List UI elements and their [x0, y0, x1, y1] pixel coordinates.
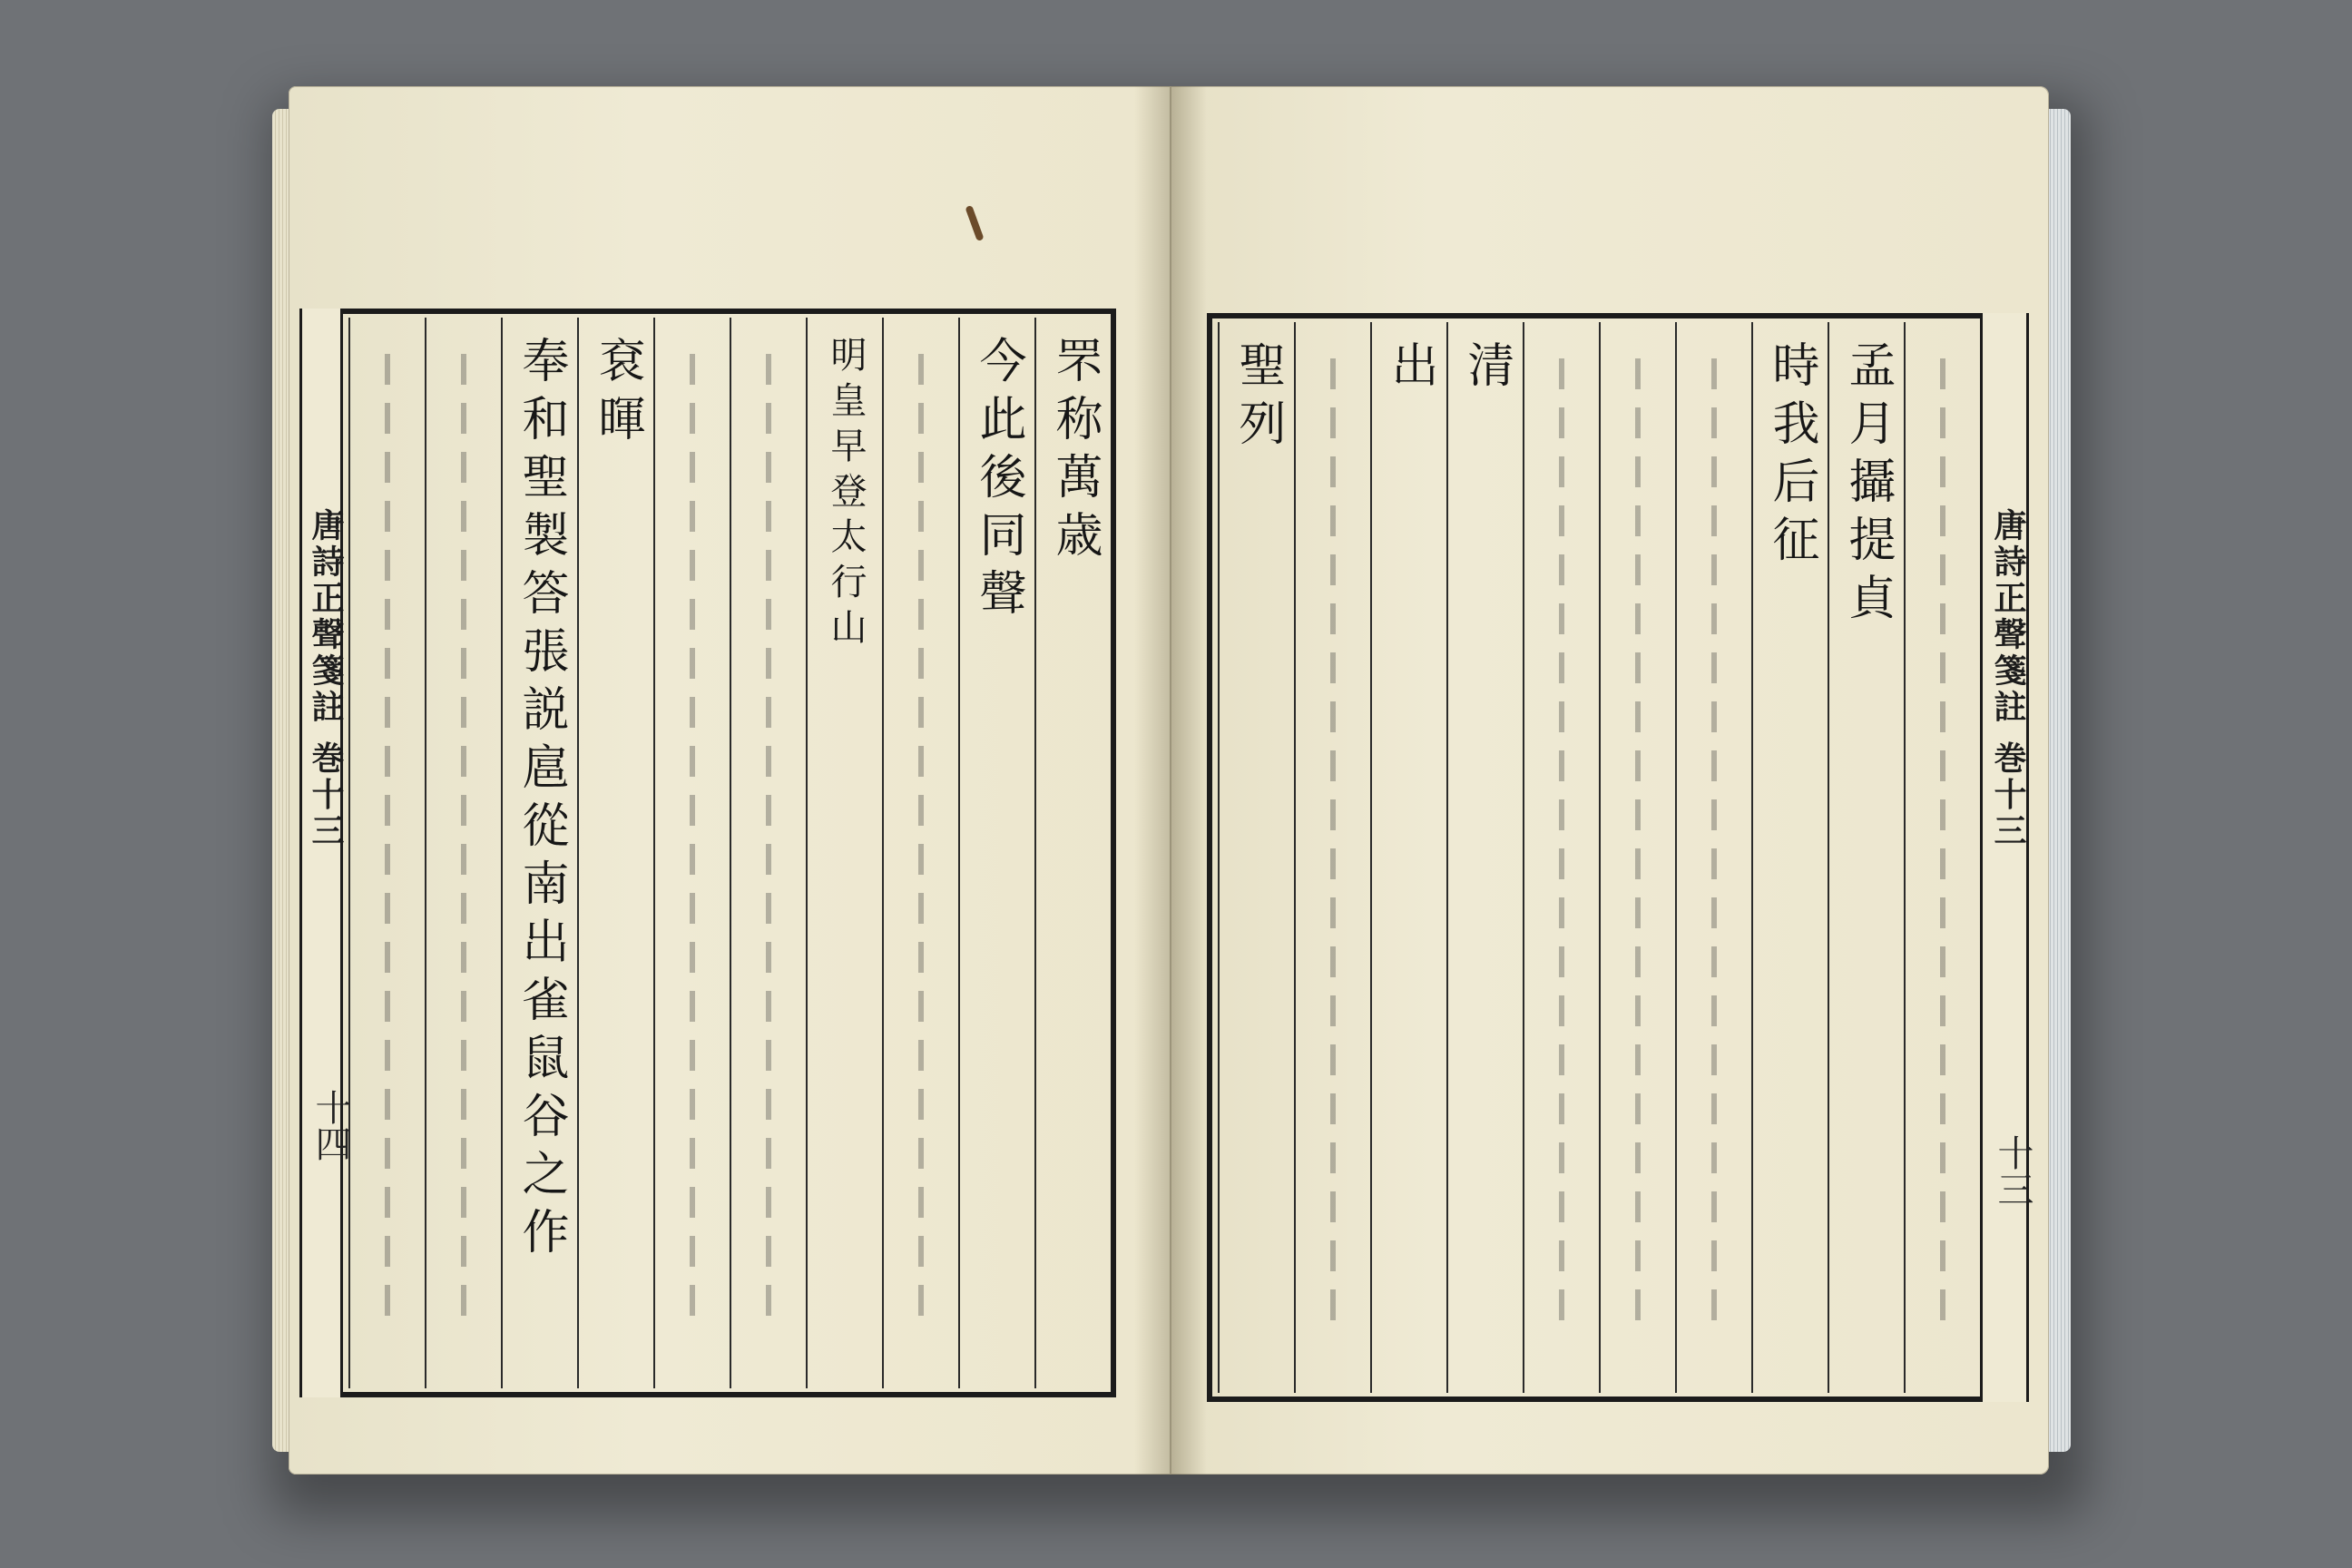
illegible-annotation: [1940, 358, 1945, 1338]
left-page-number: 十四: [309, 1089, 351, 1161]
column-text: 出: [1383, 340, 1437, 398]
right-column-4: [1675, 322, 1751, 1393]
right-running-title: 唐詩正聲箋註 巻十三: [1989, 508, 2027, 850]
left-column-4: [806, 318, 882, 1388]
column-text: 明皇早登太行山: [825, 336, 867, 653]
right-column-10: [1218, 322, 1294, 1393]
left-column-10: [348, 318, 425, 1388]
left-text-columns: [338, 318, 1111, 1388]
column-text: 今此後同聲: [971, 336, 1025, 626]
illegible-annotation: [918, 354, 924, 1334]
column-text: 聖列: [1230, 340, 1285, 456]
right-column-5: [1599, 322, 1675, 1393]
right-column-3: [1751, 322, 1828, 1393]
right-column-1: [1904, 322, 1980, 1393]
right-column-6: [1523, 322, 1599, 1393]
right-page-number: 十三: [1992, 1134, 2034, 1207]
right-column-7: [1446, 322, 1523, 1393]
left-column-8: [501, 318, 577, 1388]
illegible-annotation: [1330, 358, 1336, 1338]
left-page-margin-strip: [299, 309, 343, 1397]
illegible-annotation: [690, 354, 695, 1334]
right-text-columns: [1212, 322, 1980, 1393]
column-text: 奉和聖製答張説扈從南出雀鼠谷之作: [514, 336, 568, 1265]
right-column-9: [1294, 322, 1370, 1393]
column-text: 孟月攝提貞: [1840, 340, 1895, 631]
right-column-8: [1370, 322, 1446, 1393]
left-column-3: [882, 318, 958, 1388]
right-column-2: [1828, 322, 1904, 1393]
column-text: 罘称萬歳: [1047, 336, 1102, 568]
left-column-5: [730, 318, 806, 1388]
illegible-annotation: [385, 354, 390, 1334]
book-gutter: [1134, 86, 1207, 1475]
illegible-annotation: [766, 354, 771, 1334]
column-text: 時我后征: [1764, 340, 1818, 573]
column-text: 袞暉: [590, 336, 644, 452]
left-running-title: 唐詩正聲箋註 巻十三: [307, 508, 345, 850]
left-column-6: [653, 318, 730, 1388]
illegible-annotation: [461, 354, 466, 1334]
left-column-7: [577, 318, 653, 1388]
right-page-margin-strip: [1980, 313, 2029, 1402]
left-column-9: [425, 318, 501, 1388]
left-column-1: [1034, 318, 1111, 1388]
illegible-annotation: [1635, 358, 1641, 1338]
column-text: 清: [1459, 340, 1514, 398]
left-column-2: [958, 318, 1034, 1388]
illegible-annotation: [1559, 358, 1564, 1338]
illegible-annotation: [1711, 358, 1717, 1338]
